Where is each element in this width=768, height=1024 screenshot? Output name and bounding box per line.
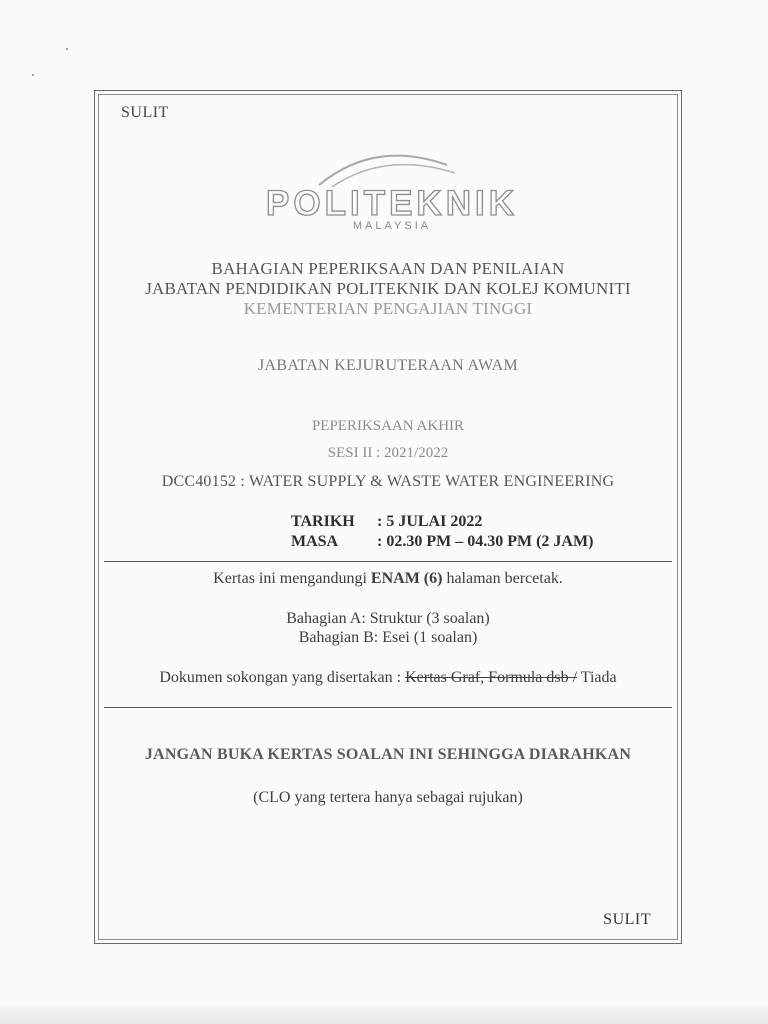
header-line-3: KEMENTERIAN PENGAJIAN TINGGI bbox=[243, 299, 533, 318]
department: JABATAN KEJURUTERAAN AWAM bbox=[257, 357, 519, 374]
page-count-suffix: halaman bercetak. bbox=[442, 570, 563, 587]
header-line-1: BAHAGIAN PEPERIKSAAN DAN PENILAIAN bbox=[211, 259, 565, 278]
politeknik-logo-icon bbox=[257, 145, 527, 235]
date-label: TARIKH bbox=[291, 513, 355, 530]
scan-speck bbox=[32, 74, 34, 76]
exam-title: PEPERIKSAAN AKHIR bbox=[311, 418, 465, 434]
page-count-value: ENAM (6) bbox=[370, 570, 443, 587]
scan-edge bbox=[0, 1006, 768, 1024]
classification-top: SULIT bbox=[121, 104, 169, 121]
divider-top bbox=[104, 561, 672, 562]
supporting-documents-label: Dokumen sokongan yang disertakan : bbox=[159, 669, 406, 686]
section-a: Bahagian A: Struktur (3 soalan) bbox=[286, 610, 490, 627]
course-title: DCC40152 : WATER SUPPLY & WASTE WATER ENGINEERING bbox=[161, 473, 615, 490]
exam-date bbox=[291, 513, 482, 531]
page-count-prefix: Kertas ini mengandungi bbox=[213, 570, 371, 587]
supporting-documents-value: Tiada bbox=[577, 669, 617, 686]
divider-bottom bbox=[104, 707, 672, 708]
page-border-inner bbox=[98, 94, 678, 940]
date-value: : 5 JULAI 2022 bbox=[377, 513, 483, 530]
time-value: : 02.30 PM – 04.30 PM (2 JAM) bbox=[377, 533, 594, 550]
warning-notice: JANGAN BUKA KERTAS SOALAN INI SEHINGGA DIARAHKAN bbox=[144, 746, 632, 763]
supporting-documents-struck: Kertas Graf, Formula dsb / bbox=[405, 669, 578, 686]
scan-speck bbox=[66, 48, 68, 50]
clo-note: (CLO yang tertera hanya sebagai rujukan) bbox=[253, 789, 523, 806]
time-label: MASA bbox=[291, 533, 339, 550]
politeknik-logo bbox=[257, 145, 527, 235]
section-b: Bahagian B: Esei (1 soalan) bbox=[298, 629, 478, 646]
classification-bottom: SULIT bbox=[603, 911, 651, 928]
exam-time bbox=[291, 533, 593, 551]
logo-wordmark: POLITEKNIK bbox=[266, 184, 518, 223]
exam-session: SESI II : 2021/2022 bbox=[327, 445, 449, 461]
page-border bbox=[94, 90, 682, 944]
supporting-documents bbox=[99, 669, 677, 687]
logo-subtitle: MALAYSIA bbox=[352, 220, 432, 232]
page-count bbox=[99, 570, 677, 588]
header-line-2: JABATAN PENDIDIKAN POLITEKNIK DAN KOLEJ KOMUNITI bbox=[145, 279, 631, 298]
